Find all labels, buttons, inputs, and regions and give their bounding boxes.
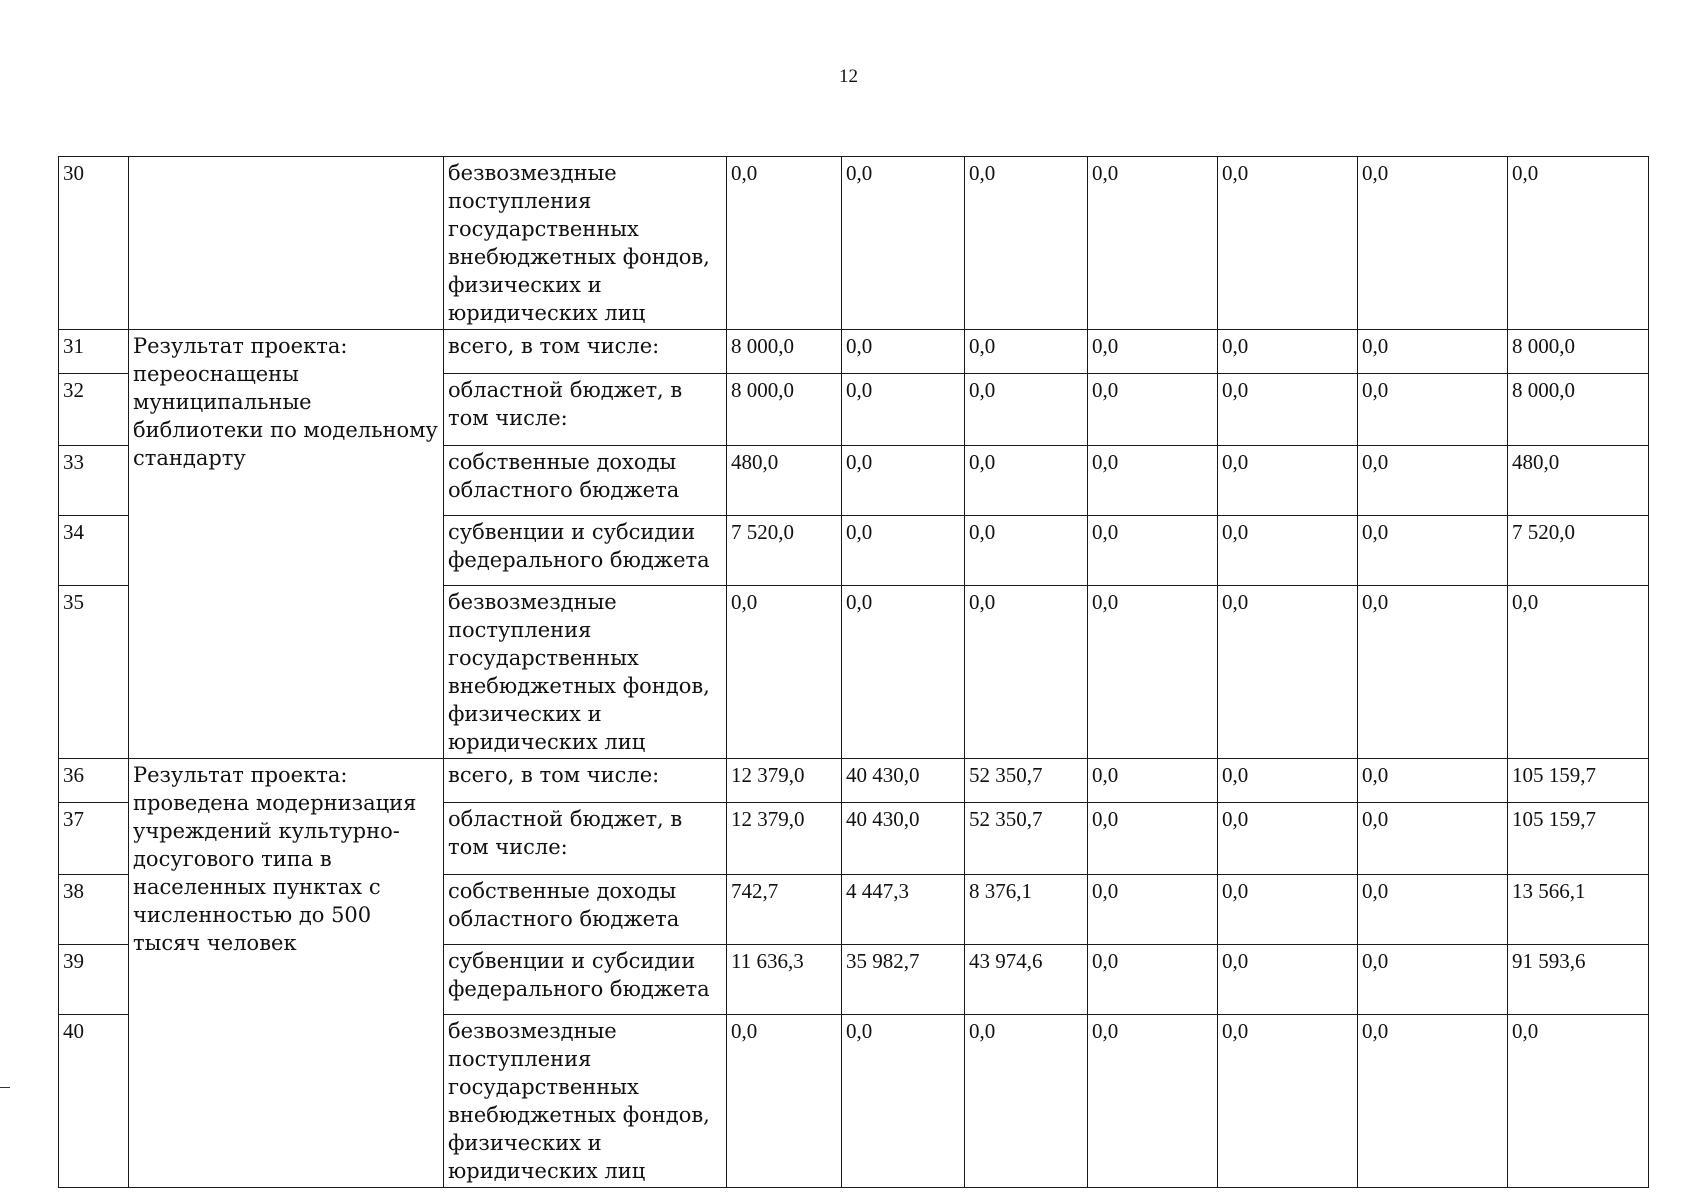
amount-cell: 40 430,0 <box>842 759 965 803</box>
amount-cell: 0,0 <box>965 586 1088 759</box>
amount-cell: 0,0 <box>1218 875 1358 945</box>
amount-cell: 0,0 <box>1358 446 1508 516</box>
amount-cell: 480,0 <box>727 446 842 516</box>
amount-cell: 0,0 <box>1088 759 1218 803</box>
amount-cell: 52 350,7 <box>965 803 1088 875</box>
amount-cell: 0,0 <box>1088 157 1218 330</box>
amount-cell: 0,0 <box>1088 586 1218 759</box>
amount-cell: 0,0 <box>1218 586 1358 759</box>
amount-cell: 0,0 <box>1218 1015 1358 1188</box>
funding-source: областной бюджет, в том числе: <box>444 374 727 446</box>
amount-cell: 0,0 <box>842 516 965 586</box>
budget-table <box>58 156 1649 1188</box>
amount-cell: 0,0 <box>1088 374 1218 446</box>
amount-cell: 0,0 <box>842 586 965 759</box>
amount-cell: 7 520,0 <box>727 516 842 586</box>
amount-cell: 11 636,3 <box>727 945 842 1015</box>
row-number: 33 <box>59 446 129 516</box>
table-row <box>59 157 1649 330</box>
table-body <box>59 157 1649 1188</box>
amount-cell: 0,0 <box>1218 330 1358 374</box>
result-description: Результат проекта: переоснащены муниципальные библиотеки по модельному стандарту <box>129 330 444 759</box>
amount-cell: 0,0 <box>842 157 965 330</box>
amount-cell: 0,0 <box>1508 586 1649 759</box>
row-number: 39 <box>59 945 129 1015</box>
funding-source: безвозмездные поступления государственных внебюджетных фондов, физических и юридических лиц <box>444 157 727 330</box>
amount-cell: 0,0 <box>965 446 1088 516</box>
amount-cell: 7 520,0 <box>1508 516 1649 586</box>
result-description: Результат проекта: проведена модернизация учреждений культурно-досугового типа в населенных пунктах с численностью до 500 тысяч человек <box>129 759 444 1188</box>
amount-cell: 0,0 <box>1088 945 1218 1015</box>
funding-source: безвозмездные поступления государственных внебюджетных фондов, физических и юридических лиц <box>444 586 727 759</box>
row-number: 37 <box>59 803 129 875</box>
amount-cell: 480,0 <box>1508 446 1649 516</box>
amount-cell: 0,0 <box>965 330 1088 374</box>
amount-cell: 0,0 <box>842 446 965 516</box>
amount-cell: 4 447,3 <box>842 875 965 945</box>
amount-cell: 0,0 <box>1088 516 1218 586</box>
amount-cell: 35 982,7 <box>842 945 965 1015</box>
amount-cell: 0,0 <box>1508 1015 1649 1188</box>
row-number: 31 <box>59 330 129 374</box>
amount-cell: 8 000,0 <box>727 374 842 446</box>
row-number: 35 <box>59 586 129 759</box>
amount-cell: 0,0 <box>1218 374 1358 446</box>
amount-cell: 8 376,1 <box>965 875 1088 945</box>
amount-cell: 0,0 <box>1358 1015 1508 1188</box>
row-number: 38 <box>59 875 129 945</box>
amount-cell: 0,0 <box>727 586 842 759</box>
row-number: 40 <box>59 1015 129 1188</box>
amount-cell: 0,0 <box>1218 945 1358 1015</box>
funding-source: собственные доходы областного бюджета <box>444 446 727 516</box>
funding-source: субвенции и субсидии федерального бюджета <box>444 516 727 586</box>
funding-source: субвенции и субсидии федерального бюджета <box>444 945 727 1015</box>
amount-cell: 0,0 <box>1358 586 1508 759</box>
amount-cell: 742,7 <box>727 875 842 945</box>
amount-cell: 0,0 <box>1358 374 1508 446</box>
row-number: 34 <box>59 516 129 586</box>
amount-cell: 52 350,7 <box>965 759 1088 803</box>
amount-cell: 0,0 <box>727 1015 842 1188</box>
row-number: 32 <box>59 374 129 446</box>
amount-cell: 0,0 <box>1358 803 1508 875</box>
amount-cell: 0,0 <box>1088 446 1218 516</box>
amount-cell: 0,0 <box>1358 875 1508 945</box>
funding-source: областной бюджет, в том числе: <box>444 803 727 875</box>
row-number: 36 <box>59 759 129 803</box>
amount-cell: 8 000,0 <box>1508 330 1649 374</box>
amount-cell: 0,0 <box>1358 330 1508 374</box>
amount-cell: 0,0 <box>842 1015 965 1188</box>
amount-cell: 0,0 <box>1218 446 1358 516</box>
funding-source: всего, в том числе: <box>444 330 727 374</box>
funding-source: собственные доходы областного бюджета <box>444 875 727 945</box>
amount-cell: 8 000,0 <box>1508 374 1649 446</box>
amount-cell: 0,0 <box>965 157 1088 330</box>
amount-cell: 0,0 <box>965 374 1088 446</box>
amount-cell: 0,0 <box>1088 875 1218 945</box>
amount-cell: 0,0 <box>1088 1015 1218 1188</box>
result-description-empty <box>129 157 444 330</box>
amount-cell: 12 379,0 <box>727 759 842 803</box>
amount-cell: 13 566,1 <box>1508 875 1649 945</box>
amount-cell: 0,0 <box>1218 803 1358 875</box>
amount-cell: 12 379,0 <box>727 803 842 875</box>
amount-cell: 105 159,7 <box>1508 759 1649 803</box>
funding-source: всего, в том числе: <box>444 759 727 803</box>
amount-cell: 0,0 <box>1508 157 1649 330</box>
amount-cell: 8 000,0 <box>727 330 842 374</box>
amount-cell: 0,0 <box>842 330 965 374</box>
row-number: 30 <box>59 157 129 330</box>
funding-source: безвозмездные поступления государственных внебюджетных фондов, физических и юридических лиц <box>444 1015 727 1188</box>
table-row <box>59 759 1649 803</box>
amount-cell: 0,0 <box>1358 945 1508 1015</box>
amount-cell: 0,0 <box>1218 516 1358 586</box>
amount-cell: 0,0 <box>965 516 1088 586</box>
amount-cell: 91 593,6 <box>1508 945 1649 1015</box>
amount-cell: 0,0 <box>1358 759 1508 803</box>
amount-cell: 0,0 <box>1218 759 1358 803</box>
amount-cell: 0,0 <box>1218 157 1358 330</box>
amount-cell: 40 430,0 <box>842 803 965 875</box>
amount-cell: 0,0 <box>1088 803 1218 875</box>
amount-cell: 0,0 <box>1358 516 1508 586</box>
amount-cell: 43 974,6 <box>965 945 1088 1015</box>
amount-cell: 0,0 <box>965 1015 1088 1188</box>
amount-cell: 0,0 <box>727 157 842 330</box>
page-number: 12 <box>839 66 858 87</box>
amount-cell: 105 159,7 <box>1508 803 1649 875</box>
amount-cell: 0,0 <box>842 374 965 446</box>
amount-cell: 0,0 <box>1088 330 1218 374</box>
margin-mark <box>0 1087 10 1088</box>
table-row <box>59 330 1649 374</box>
amount-cell: 0,0 <box>1358 157 1508 330</box>
